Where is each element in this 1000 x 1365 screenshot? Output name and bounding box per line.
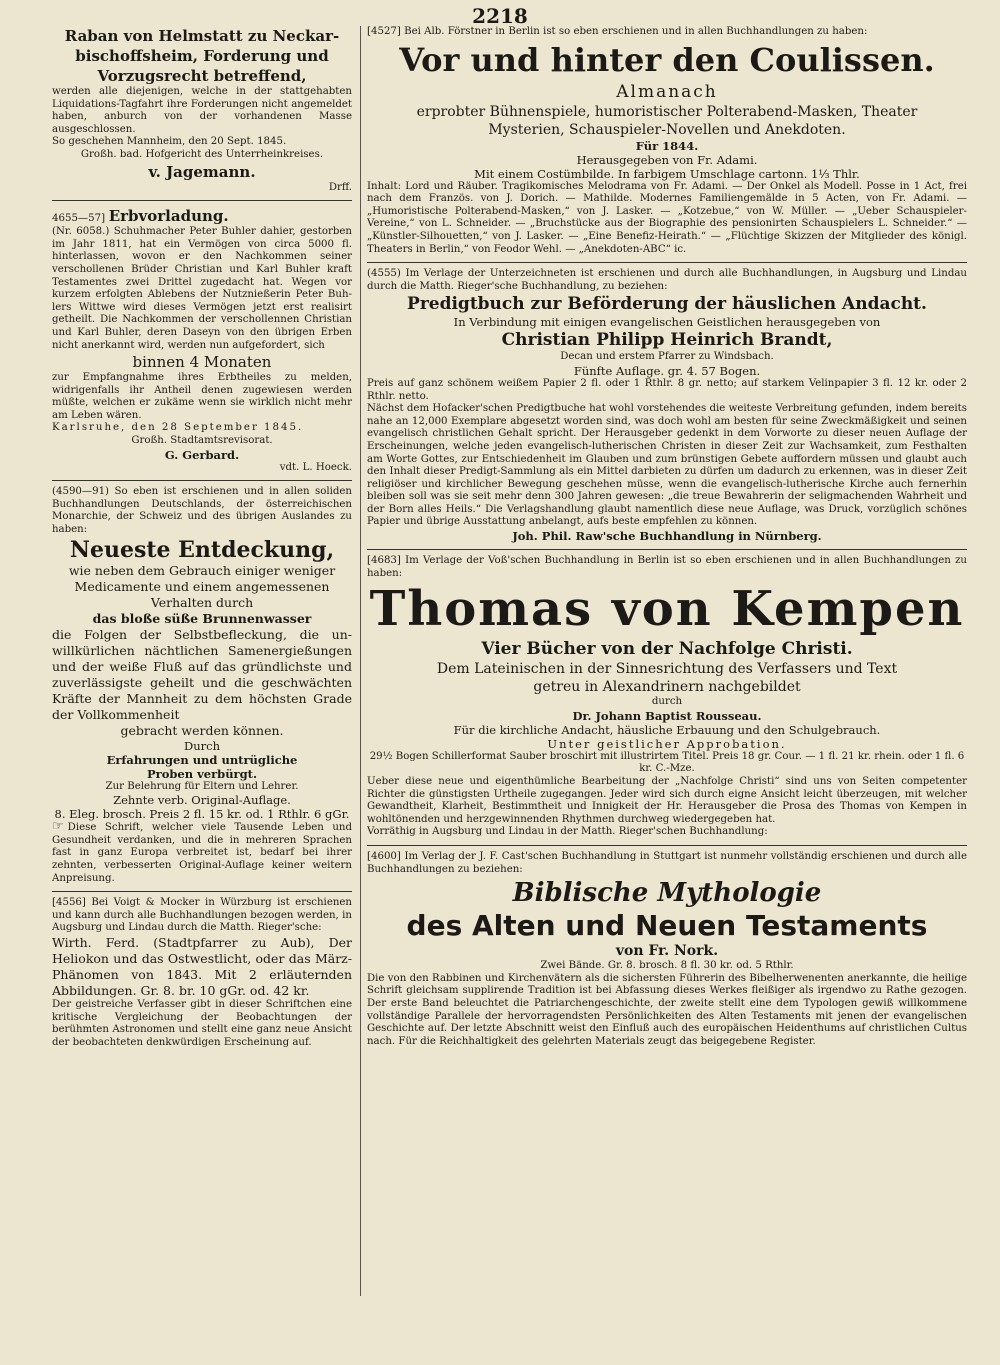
ad-note: Diese Schrift, welcher viele Tausende Leben und Gesundheit verdanken, und die in mehreren Sprachen fast in ganz Europa verbreitet ist, bedarf bei ihrer zehnten, verbesserten Original-Auflage keiner weitern Anpreisung. — [52, 822, 352, 884]
ad-line: gebracht werden können. — [120, 722, 284, 738]
ad-line: Medicamente und einem angemessenen — [74, 578, 330, 594]
ad-stock: Vorräthig in Augsburg und Lindau in der Matth. Rieger'schen Buchhandlung: — [367, 826, 768, 838]
ad-ref: [4600] — [367, 851, 401, 862]
ad-title: Vor und hinter den Coulissen. — [399, 40, 935, 79]
notice-ref: 4655—57] — [52, 213, 106, 225]
ad-author-role: Decan und erstem Pfarrer zu Windsbach. — [560, 351, 774, 363]
ad-body: Die von den Rabbinen und Kirchenvätern als die sichersten Führerin des Bibelherwenenten anerkannte, die heilige Schrift gleichsam supplirende Tradition ist bei Abfassung dieses Werkes fleißiger als irgendwo zu Rathe gezogen. Der erste Band beleuchtet die Patriarchengeschichte, der zweite stellt eine dem Typologen gewiß willkommene vollständige Parallele der hervorragendsten Persönlichkeiten des Alten Testaments mit jenen der evangelischen Geschichte auf. Der letzte Abschnitt weist den Einfluß auch des europäischen Heidenthums auf christlichen Cultus nach. Für die Reichhaltigkeit des gelehrten Materials zeugt das beigegebene Register. — [367, 972, 967, 1047]
ad-subtitle: Almanach — [616, 81, 718, 102]
ad-line: das bloße süße Brunnenwasser — [92, 610, 312, 626]
ad-price: Zwei Bände. Gr. 8. brosch. 8 fl. 30 kr. od. 5 Rthlr. — [540, 960, 794, 972]
notice-heading: Raban von Helmstatt zu Neckarbischoffsheim, Forderung und Vorzugsrecht betreffend, — [64, 27, 340, 85]
ad-author: Dr. Johann Baptist Rousseau. — [572, 708, 762, 723]
ad-ref: [4683] — [367, 555, 401, 567]
ad-body: Der geistreiche Verfasser gibt in dieser Schriftchen eine kritische Vergleichung der Beobachtungen der berühmten Astronomen und stellt eine ganz neue Ansicht der beobachteten denkwürdigen Erscheinung auf. — [52, 998, 352, 1048]
ad-ref: (4590—91) — [52, 486, 110, 498]
ad-title: Biblische Mythologie — [512, 878, 822, 909]
ad-body: Ueber diese neue und eigenthümliche Bearbeitung der „Nachfolge Christi“ sind uns von Seiten competenter Richter die günstigsten Urtheile zugegangen. Jeder wird sich durch eigne Ansicht leicht überzeugen, mit welcher Gewandtheit, Klarheit, Bestimmtheit und Innigkeit der Hr. Herausgeber die Prosa des Thomas von Kempen in wohltönenden und herzgewinnenden Rhythmen durchweg wiedergegeben hat. — [367, 776, 967, 825]
ad-intro: Bei Voigt & Mocker in Würzburg ist erschienen und kann durch alle Buchhandlungen bezogen werden, in Augsburg und Lindau durch die Matth. Rieger'sche: — [52, 897, 352, 934]
ad-description: Mysterien, Schauspieler-Novellen und Anekdoten. — [488, 121, 846, 138]
notice-body: (Nr. 6058.) Schuhmacher Peter Buhler dahier, gestorben im Jahr 1811, hat ein Vermögen von circa 5000 fl. hinterlassen, wovon er den Nachkommen seiner verschollenen Brüder Christian und Karl Buhler kraft Testamentes zwei Drittel zugedacht hat. Wegen vor kurzem erfolgten Ablebens der Nutznießerin Peter Buhlers Wittwe wird dieses Vermögen jetzt erst realisirt getheilt. Die Nachkommen der verschollennen Christian und Karl Buhler, deren Daseyn von den übrigen Erben nicht anerkannt wird, werden nun aufgefordert, sich — [52, 226, 352, 351]
notice-signer: G. Gerbard. — [164, 447, 240, 462]
ad-title: Thomas von Kempen — [369, 581, 965, 638]
ad-intro: So eben ist erschienen und in allen soliden Buchhandlungen Deutschlands, der österreichischen Monarchie, der Schweiz und des übrigen Auslandes zu haben: — [52, 486, 352, 536]
ad-kempen — [367, 555, 967, 839]
ad-collab: In Verbindung mit einigen evangelischen Geistlichen herausgegeben von — [453, 315, 881, 330]
notice-title: Erbvorladung. — [108, 207, 229, 226]
separator — [52, 480, 352, 481]
ad-by: durch — [651, 696, 683, 708]
notice-signer: v. Jagemann. — [148, 162, 256, 181]
ad-intro: Im Verlag der J. F. Cast'schen Buchhandlung in Stuttgart ist nunmehr vollständig erschienen und durch alle Buchhandlungen zu beziehen: — [367, 851, 967, 875]
separator — [367, 262, 967, 263]
separator — [367, 845, 967, 846]
ad-line: Verhalten durch — [150, 594, 254, 610]
notice-deadline: binnen 4 Monaten — [132, 353, 272, 372]
ad-coulissen — [367, 26, 967, 256]
ad-description: getreu in Alexandrinern nachgebildet — [533, 679, 801, 696]
ad-mythologie — [367, 851, 967, 1048]
ad-year: Für 1844. — [635, 138, 699, 153]
ad-title: Predigtbuch zur Beförderung der häuslichen Andacht. — [407, 294, 927, 315]
ad-intro: Im Verlage der Unterzeichneten ist erschienen und durch alle Buchhandlungen, in Augsburg und Lindau durch die Matth. Rieger'sche Buchhandlung, zu beziehen: — [367, 268, 967, 292]
ad-title: Wirth. Ferd. (Stadtpfarrer zu Aub), Der Heliokon und das Ostwestlicht, oder das MärzPhänomen von 1843. Mit 2 erläuternden Abbildungen. Gr. 8. br. 10 gGr. od. 42 kr. — [52, 934, 352, 998]
notice-court: Großh. bad. Hofgericht des Unterrheinkreises. — [80, 148, 324, 160]
notice-vdt: vdt. L. Hoeck. — [279, 461, 352, 473]
ad-line: Durch — [184, 738, 220, 753]
ad-entdeckung — [52, 486, 352, 885]
ad-edition: Fünfte Auflage. gr. 4. 57 Bogen. — [573, 363, 761, 378]
ad-heliokon — [52, 897, 352, 1049]
ad-predigtbuch — [367, 268, 967, 543]
ad-body: Nächst dem Hofacker'schen Predigtbuche hat wohl vorstehendes die weiteste Verbreitung gefunden, indem bereits nahe an 12,000 Exemplare abgesetzt worden sind, was doch wohl am besten für seine Zweckmäßigkeit und seinen evangelisch christlichen Gehalt spricht. Der Herausgeber gedenkt in dem Vorworte zu dieser neuen Auflage der Erscheinungen, welche jeden evangelisch-lutherischen Christen in dieser Zeit zur Wachsamkeit, zum Festhalten am Worte Gottes, zur Entschiedenheit im Glauben und zum brünstigen Gebete auffordern müssen und glaubt auch den Inhalt dieser Predigt-Sammlung als ein Mittel darbieten zu dürfen um dadurch zu erkennen, was in dieser Zeit religiöser und kirchlicher Bewegung geschehen müsse, wenn die evangelisch-lutherische Kirche auch fernerhin bleiben soll was sie seit mehr denn 300 Jahren gewesen: „die treue Bewahrerin der seligmachenden Wahrheit und der Born alles Heils.“ Die Verlagshandlung glaubt namentlich diese neue Auflage, was Druck, vorzüglich schönes Papier und übrige Ausstattung anbelangt, aufs beste empfehlen zu können. — [367, 403, 967, 528]
ad-price: 8. Eleg. brosch. Preis 2 fl. 15 kr. od. 1 Rthlr. 6 gGr. — [54, 807, 350, 822]
notice-body-2: zur Empfangnahme ihres Erbtheiles zu melden, widrigenfalls ihr Antheil denen zugewiesen werden müßte, welchen er zukäme wenn sie wirklich nicht mehr am Leben wären. — [52, 372, 352, 421]
ad-price: Preis auf ganz schönem weißem Papier 2 fl. oder 1 Rthlr. 8 gr. netto; auf starkem Velinpapier 3 fl. 12 kr. oder 2 Rthlr. netto. — [367, 377, 967, 402]
left-column — [52, 26, 352, 1296]
notice-initials: Drff. — [328, 181, 352, 193]
separator — [52, 200, 352, 201]
separator — [52, 891, 352, 892]
ad-author: Christian Philipp Heinrich Brandt, — [501, 330, 833, 351]
ad-title: Neueste Entdeckung, — [69, 536, 335, 563]
ad-description: Dem Lateinischen in der Sinnesrichtung des Verfassers und Text — [436, 661, 898, 678]
separator — [367, 549, 967, 550]
ad-price: 29½ Bogen Schillerformat Sauber broschirt mit illustrirtem Titel. Preis 18 gr. Cour. — 1 fl. 21 kr. rhein. oder 1 fl. 6 kr. C.-Mze. — [369, 750, 965, 775]
ad-description: erprobter Bühnenspiele, humoristischer Polterabend-Masken, Theater — [416, 103, 918, 120]
notice-office: Großh. Stadtamtsrevisorat. — [131, 435, 273, 447]
ad-binding: Mit einem Costümbilde. In farbigem Umschlage cartonn. 1⅓ Thlr. — [474, 166, 860, 181]
pointing-hand-icon: ☞ — [52, 819, 64, 835]
ad-intro: Bei Alb. Förstner in Berlin ist so eben erschienen und in allen Buchhandlungen zu haben: — [404, 26, 868, 37]
ad-line: Erfahrungen und untrügliche — [106, 752, 298, 767]
ad-approval: Unter geistlicher Approbation. — [547, 736, 787, 751]
ad-body: die Folgen der Selbstbefleckung, die unwillkürlichen nächtlichen Samenergießungen und der weiße Fluß auf das gründlichste und zuverlässigste geheilt und die geschwächten Kräfte der Mannheit zu dem höchsten Grade der Vollkommenheit — [52, 626, 352, 722]
ad-contents: Inhalt: Lord und Räuber. Tragikomisches Melodrama von Fr. Adami. — Der Onkel als Modell. Posse in 1 Act, frei nach dem Französ. von J. Dorich. — Mathilde. Modernes Familiengemälde in 5 Acten, von Fr. Adami. — „Humoristische Polterabend-Masken,“ von J. Lasker. — „Kotzebue,“ von W. Müller. — „Ueber Schauspieler-Vereine,“ von L. Schneider. — „Bruchstücke aus der Biographie des pensionirten Schauspielers L. Schneider.“ — „Künstler-Silhouetten,“ von J. Lasker. — „Eine Benefiz-Heirath.“ — „Flüchtige Skizzen der Mitglieder des königl. Theaters in Berlin,“ von Feodor Wehl. — „Anekdoten-ABC“ ic. — [367, 180, 967, 255]
ad-line: wie neben dem Gebrauch einiger weniger — [68, 562, 336, 578]
ad-editor: Herausgegeben von Fr. Adami. — [576, 152, 758, 167]
notice-body: werden alle diejenigen, welche in der stattgehabten Liquidations-Tagfahrt ihre Forderungen nicht angemeldet haben, anburch von der vorhandenen Masse ausgeschlossen. — [52, 86, 352, 135]
column-rule — [360, 26, 361, 1296]
ad-line: Zur Belehrung für Eltern und Lehrer. — [105, 780, 299, 792]
ad-purpose: Für die kirchliche Andacht, häusliche Erbauung und den Schulgebrauch. — [453, 722, 881, 737]
ad-subtitle: Vier Bücher von der Nachfolge Christi. — [481, 639, 853, 660]
ad-signer: Joh. Phil. Raw'sche Buchhandlung in Nürnberg. — [512, 529, 822, 544]
page-number: 2218 — [472, 4, 528, 28]
notice-place: So geschehen Mannheim, den 20 Sept. 1845. — [52, 136, 287, 148]
right-column — [367, 26, 967, 1326]
ad-author: von Fr. Nork. — [615, 943, 719, 960]
notice-place: Karlsruhe, den 28 September 1845. — [52, 422, 304, 434]
notice-helmstatt — [52, 26, 352, 194]
ad-ref: [4556] — [52, 897, 86, 909]
ad-line: Proben verbürgt. — [147, 766, 257, 781]
ad-line: Zehnte verb. Original-Auflage. — [113, 793, 291, 808]
ad-ref: [4527] — [367, 26, 401, 37]
notice-erbvorladung — [52, 206, 352, 474]
ad-title-2: des Alten und Neuen Testaments — [406, 909, 928, 943]
ad-ref: (4555) — [367, 268, 401, 280]
ad-intro: Im Verlage der Voß'schen Buchhandlung in Berlin ist so eben erschienen und in allen Buchhandlungen zu haben: — [367, 555, 967, 579]
